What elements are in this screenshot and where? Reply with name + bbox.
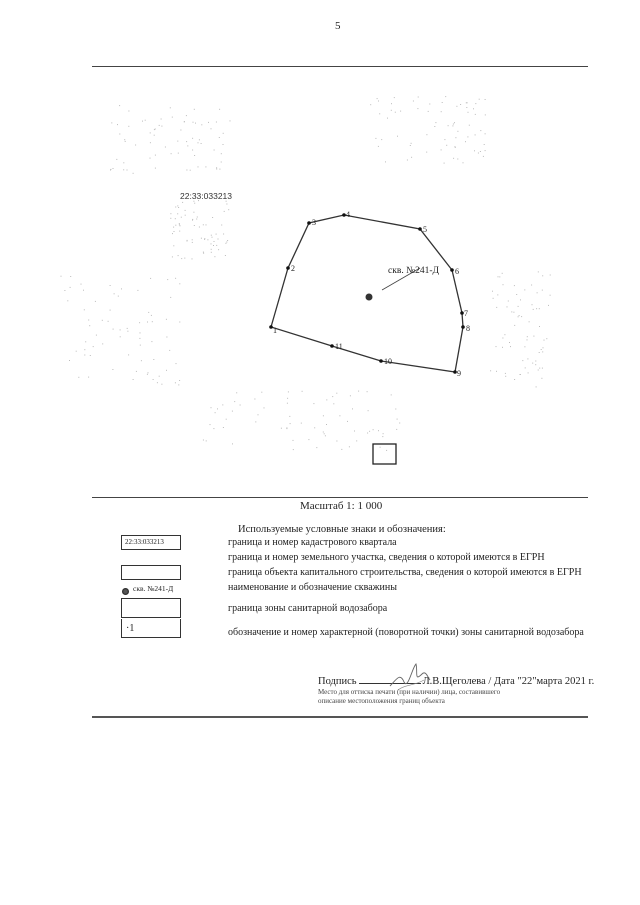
zone-point-8-marker bbox=[461, 325, 465, 329]
zone-point-2-marker bbox=[286, 266, 290, 270]
legend-item-quarter: граница и номер кадастрового квартала bbox=[228, 537, 397, 548]
legend-well-icon bbox=[122, 588, 129, 595]
scan-noise bbox=[61, 96, 551, 451]
zone-point-3-label: 3 bbox=[312, 218, 316, 227]
zone-point-9-label: 9 bbox=[457, 369, 461, 378]
well-marker bbox=[366, 294, 373, 301]
seal-note bbox=[318, 688, 500, 706]
zone-point-7-label: 7 bbox=[464, 309, 468, 318]
legend-land-plot-symbol bbox=[121, 565, 181, 580]
seal-note-line-1: Место для оттиска печати (при наличии) лица, составившего bbox=[318, 688, 501, 696]
zone-point-6-label: 6 bbox=[455, 267, 459, 276]
signer-name: Л.В.Щеголева bbox=[422, 676, 486, 687]
signature-date: / Дата "22"марта 2021 г. bbox=[488, 676, 595, 687]
legend-item-point: обозначение и номер характерной (поворотной точки) зоны санитарной водозабора bbox=[228, 627, 584, 638]
capital-structure-boundary bbox=[373, 444, 396, 464]
legend-quarter-symbol bbox=[121, 535, 181, 550]
quarter-number: 22:33:033213 bbox=[180, 191, 232, 201]
legend-item-well: наименование и обозначение скважины bbox=[228, 582, 397, 593]
zone-point-11-label: 11 bbox=[335, 342, 343, 351]
legend-point-symbol bbox=[121, 619, 181, 638]
zone-point-11-marker bbox=[330, 344, 334, 348]
zone-point-5-label: 5 bbox=[423, 225, 427, 234]
zone-point-4-label: 4 bbox=[346, 210, 350, 219]
seal-note-line-2: описание местоположения границ объекта bbox=[318, 697, 445, 705]
page-number: 5 bbox=[335, 20, 341, 32]
well-label: скв. №241-Д bbox=[388, 266, 440, 276]
zone-point-10-marker bbox=[379, 359, 383, 363]
legend-title: Используемые условные знаки и обозначения: bbox=[238, 524, 446, 535]
zone-point-8-label: 8 bbox=[466, 324, 470, 333]
zone-point-1-label: 1 bbox=[273, 326, 277, 335]
legend-item-zone: граница зоны санитарной водозабора bbox=[228, 603, 388, 614]
legend-item-structure: граница объекта капитального строительства, сведения о которой имеются в ЕГРН bbox=[228, 567, 582, 578]
legend-well-sample: скв. №241-Д bbox=[133, 584, 174, 593]
legend-quarter-sample: 22:33:033213 bbox=[125, 538, 164, 546]
signature-line bbox=[318, 676, 594, 687]
legend-item-land-plot: граница и номер земельного участка, сведения о которой имеются в ЕГРН bbox=[228, 552, 545, 563]
zone-point-5-marker bbox=[418, 227, 422, 231]
zone-point-10-label: 10 bbox=[384, 357, 392, 366]
sanitary-zone-boundary bbox=[271, 215, 463, 372]
legend-zone-symbol bbox=[121, 598, 181, 618]
zone-point-3-marker bbox=[307, 221, 311, 225]
zone-point-6-marker bbox=[450, 268, 454, 272]
map-bottom-border bbox=[92, 497, 588, 498]
zone-point-2-label: 2 bbox=[291, 264, 295, 273]
legend-point-sample: ·1 bbox=[126, 623, 135, 634]
page-bottom-rule bbox=[92, 716, 588, 718]
signature-label: Подпись bbox=[318, 676, 357, 687]
map-scale: Масштаб 1: 1 000 bbox=[300, 500, 383, 512]
